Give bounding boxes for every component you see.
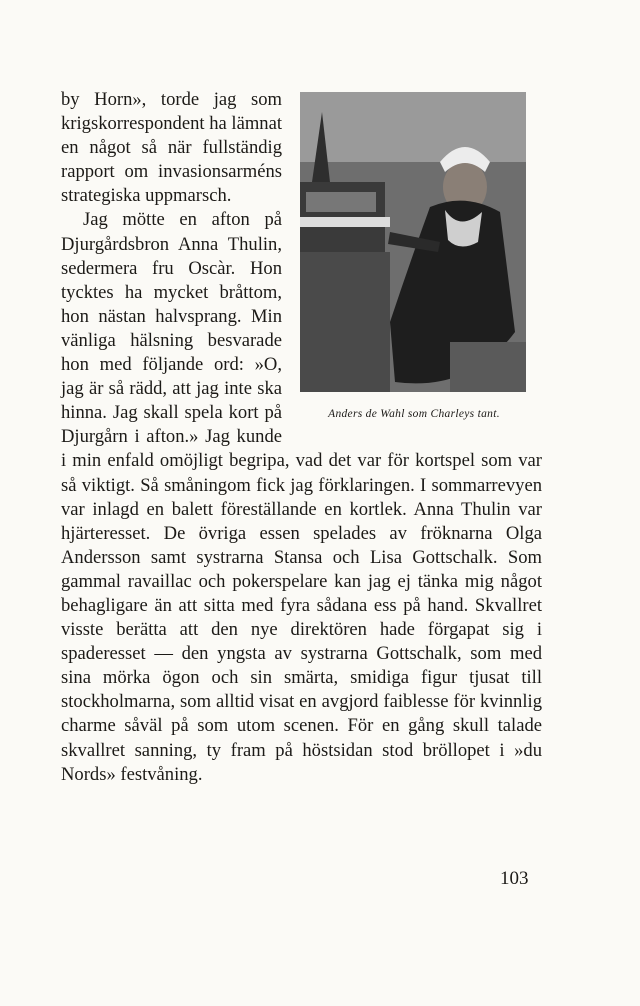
- body-text: [61, 88, 542, 787]
- figure: [292, 88, 542, 448]
- page-number: 103: [500, 868, 529, 889]
- photograph-anders-de-wahl: [300, 92, 526, 392]
- paragraph: by Horn», torde jag som krigskorrespondent ha lämnat en något så när fullständig rapport om invasionsarméns strategiska uppmarsch.: [61, 89, 283, 207]
- photograph-image: [300, 92, 526, 392]
- figure-caption: Anders de Wahl som Charleys tant.: [328, 408, 500, 420]
- paragraph: Jag mötte en afton på Djurgårdsbron Anna Thulin, sedermera fru Oscàr. Hon tycktes ha mycket bråttom, hon nästan halvsprang. Min vänliga hälsning besvarade hon med följande ord: »O, jag är så rädd, att jag inte ska hinna. Jag skall spela kort på Djurgårn i afton.» Jag kunde i min enfald omöjligt begripa, vad det var för kortspel som var så viktigt. Så småningom fick jag förklaringen. I sommarrevyen var inlagd en balett föreställande en kortlek. Anna Thulin var hjärteresset. De övriga essen spelades av fröknarna Olga Andersson samt systrarna Stansa och Lisa Gottschalk. Som gammal ravaillac och pokerspelare kan jag ej tänka mig något behagligare än att sitta med fyra sådana ess på hand. Skvallret visste berätta att den nye direktören hade förgapat sig i spaderesset — den yngsta av systrarna Gottschalk, som med sina mörka ögon och sin smärta, smidiga figur tjusat till stockholmarna, som alltid visat en avgjord faiblesse för kvinnlig charme såväl på som utom scenen. För en gång skull talade skvallret sanning, ty fram på höstsidan stod bröllopet i »du Nords» festvåning.: [61, 209, 542, 785]
